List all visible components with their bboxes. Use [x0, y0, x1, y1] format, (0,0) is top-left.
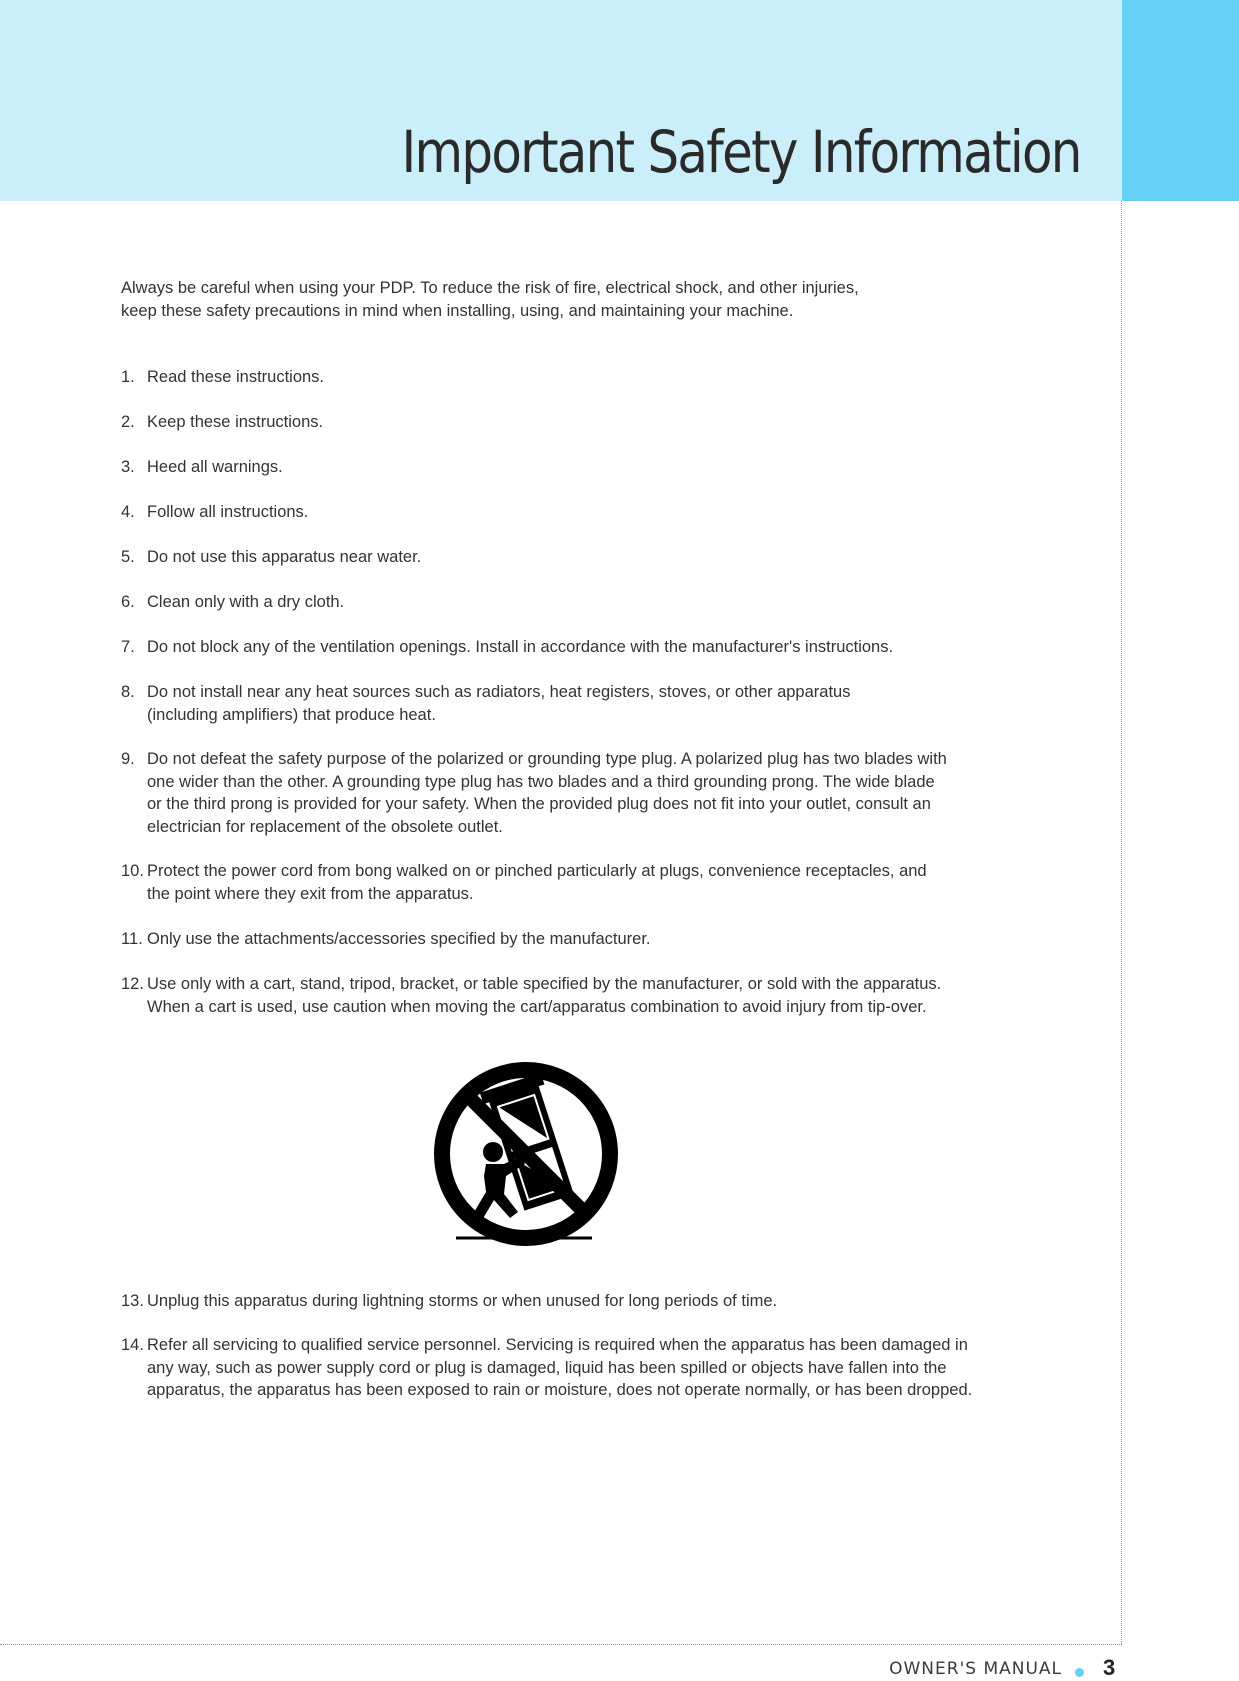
item-number: 12.	[121, 975, 144, 993]
item-text: one wider than the other. A grounding type plug has two blades and a third grounding prong. The wide blade	[147, 772, 935, 791]
item-text: When a cart is used, use caution when moving the cart/apparatus combination to avoid injury from tip-over.	[147, 997, 927, 1016]
item-number: 13.	[121, 1292, 144, 1310]
item-text: Read these instructions.	[147, 368, 325, 386]
margin-divider-horizontal	[0, 1644, 1122, 1645]
item-text: Keep these instructions.	[147, 413, 324, 431]
item-text: Do not block any of the ventilation openings. Install in accordance with the manufacturer's instructions.	[147, 638, 894, 656]
item-text: Do not install near any heat sources such as radiators, heat registers, stoves, or other apparatus	[147, 683, 851, 701]
list-item	[121, 636, 1021, 659]
list-item	[121, 366, 1021, 389]
intro-line: keep these safety precautions in mind when installing, using, and maintaining your machine.	[121, 301, 794, 320]
item-text: any way, such as power supply cord or plug is damaged, liquid has been spilled or objects have fallen into the	[147, 1358, 947, 1377]
intro-paragraph	[121, 277, 1021, 322]
item-text: Do not use this apparatus near water.	[147, 548, 422, 566]
item-number: 14.	[121, 1336, 144, 1354]
item-number: 10.	[121, 862, 144, 880]
list-item	[121, 928, 1021, 951]
item-text: Heed all warnings.	[147, 458, 283, 476]
page-title: Important Safety Information	[401, 118, 1081, 186]
item-number: 8.	[121, 683, 135, 701]
list-item	[121, 1334, 1021, 1402]
item-number: 5.	[121, 548, 135, 566]
item-text: Do not defeat the safety purpose of the polarized or grounding type plug. A polarized plug has two blades with	[147, 750, 947, 768]
header-accent-tab	[1122, 0, 1239, 201]
list-item	[121, 456, 1021, 479]
item-text: Unplug this apparatus during lightning storms or when unused for long periods of time.	[147, 1292, 778, 1310]
list-item	[121, 546, 1021, 569]
item-number: 11.	[121, 930, 143, 948]
item-number: 7.	[121, 638, 135, 656]
list-item	[121, 860, 1021, 905]
list-item	[121, 591, 1021, 614]
item-text: Protect the power cord from bong walked on or pinched particularly at plugs, convenience receptacles, and	[147, 862, 927, 880]
footer-bullet-icon	[1075, 1668, 1084, 1677]
list-item	[121, 501, 1021, 524]
item-number: 6.	[121, 593, 135, 611]
intro-line: Always be careful when using your PDP. To reduce the risk of fire, electrical shock, and other injuries,	[121, 279, 859, 297]
item-text: Refer all servicing to qualified service personnel. Servicing is required when the apparatus has been damaged in	[147, 1336, 968, 1354]
margin-divider-vertical	[1121, 201, 1122, 1644]
item-number: 1.	[121, 368, 135, 386]
list-item	[121, 973, 1021, 1018]
item-number: 4.	[121, 503, 135, 521]
page-number: 3	[1103, 1655, 1116, 1680]
item-text: electrician for replacement of the obsolete outlet.	[147, 817, 503, 836]
footer-manual-label: OWNER'S MANUAL	[889, 1659, 1062, 1679]
item-text: Use only with a cart, stand, tripod, bracket, or table specified by the manufacturer, or sold with the apparatus.	[147, 975, 942, 993]
item-text: or the third prong is provided for your safety. When the provided plug does not fit into your outlet, consult an	[147, 795, 931, 813]
item-text: apparatus, the apparatus has been exposed to rain or moisture, does not operate normally, or has been dropped.	[147, 1381, 973, 1399]
list-item	[121, 681, 1021, 726]
list-item	[121, 748, 1021, 838]
item-number: 2.	[121, 413, 135, 431]
item-text: Clean only with a dry cloth.	[147, 593, 345, 611]
cart-tip-over-warning-icon	[430, 1060, 630, 1252]
item-text: (including amplifiers) that produce heat.	[147, 705, 436, 724]
list-item	[121, 411, 1021, 434]
item-text: Follow all instructions.	[147, 503, 309, 521]
item-number: 3.	[121, 458, 135, 476]
item-text: the point where they exit from the apparatus.	[147, 884, 474, 903]
item-text: Only use the attachments/accessories specified by the manufacturer.	[147, 930, 651, 948]
list-item	[121, 1290, 1021, 1313]
item-number: 9.	[121, 750, 135, 768]
